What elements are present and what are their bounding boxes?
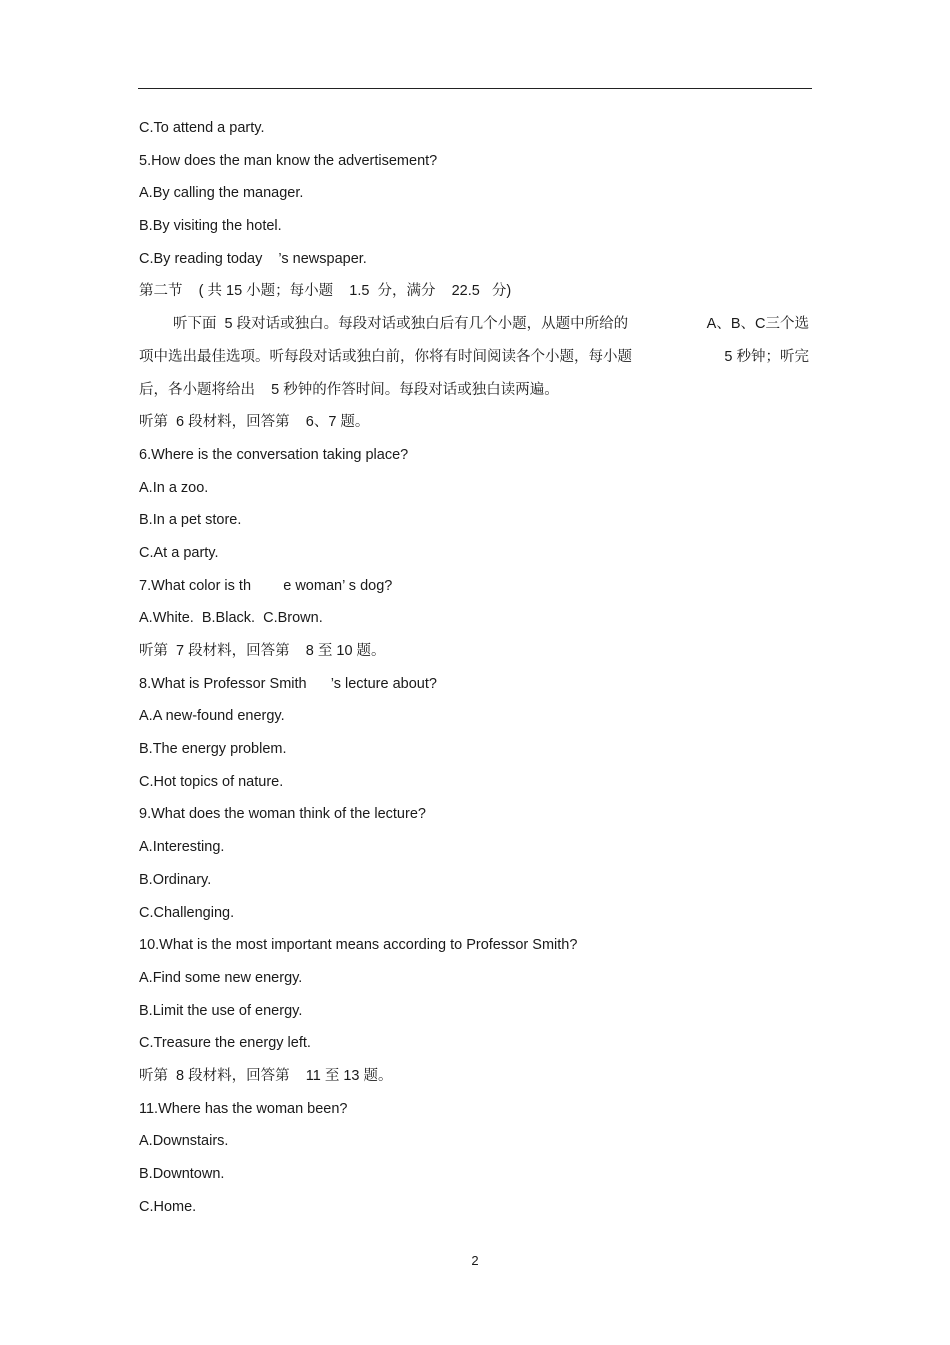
instructions-text: 听下面 5 段对话或独白。每段对话或独白后有几个小题，从题中所给的 [173, 316, 629, 333]
page-content [139, 117, 809, 1228]
material-heading: 听第 6 段材料，回答第 6、7 题。 [139, 414, 370, 431]
option-line: C.Hot topics of nature. [139, 773, 284, 790]
material-heading: 听第 8 段材料，回答第 11 至 13 题。 [139, 1067, 393, 1084]
option-line: C.By reading today ’s newspaper. [139, 250, 367, 267]
option-line: A.Interesting. [139, 839, 225, 856]
option-line: B.Downtown. [139, 1166, 225, 1182]
instructions-text: 项中选出最佳选项。听每段对话或独白前，你将有时间阅读各个小题，每小题 [139, 348, 632, 365]
instructions-paragraph [139, 313, 809, 411]
option-line: A.In a zoo. [139, 479, 209, 496]
question-line: 10.What is the most important means according to Professor Smith? [139, 937, 578, 954]
header-rule [138, 88, 812, 89]
option-line: B.Limit the use of energy. [139, 1002, 303, 1019]
option-line: B.By visiting the hotel. [139, 218, 282, 235]
instructions-text: A、B、C三个选 [706, 316, 809, 333]
option-line: A.A new-found energy. [139, 708, 285, 725]
option-line: C.Treasure the energy left. [139, 1035, 311, 1052]
section-heading: 第二节 ( 共 15 小题；每小题 1.5 分，满分 22.5 分) [139, 283, 512, 300]
page-number: 2 [471, 1253, 479, 1268]
material-heading: 听第 7 段材料，回答第 8 至 10 题。 [139, 643, 386, 659]
question-line: 9.What does the woman think of the lecture? [139, 806, 426, 823]
option-line: B.Ordinary. [139, 871, 212, 888]
question-line: 7.What color is th e woman’ s dog? [139, 577, 393, 594]
question-line: 8.What is Professor Smith ’s lecture about? [139, 675, 437, 692]
option-line: A.By calling the manager. [139, 185, 304, 202]
option-line: C.Challenging. [139, 904, 235, 921]
option-line: B.In a pet store. [139, 512, 242, 529]
text-line: C.To attend a party. [139, 120, 265, 136]
option-line: B.The energy problem. [139, 741, 287, 758]
option-line: C.At a party. [139, 544, 219, 561]
option-line: A.Find some new energy. [139, 969, 303, 986]
question-line: 6.Where is the conversation taking place? [139, 446, 409, 463]
instructions-text: 后，各小题将给出 5 秒钟的作答时间。每段对话或独白读两遍。 [139, 381, 559, 398]
question-line: 5.How does the man know the advertisement? [139, 152, 438, 169]
instructions-text: 5 秒钟；听完 [724, 348, 809, 365]
option-line: A.White. B.Black. C.Brown. [139, 610, 323, 627]
question-line: 11.Where has the woman been? [139, 1100, 348, 1117]
option-line: C.Home. [139, 1198, 197, 1215]
option-line: A.Downstairs. [139, 1133, 229, 1150]
